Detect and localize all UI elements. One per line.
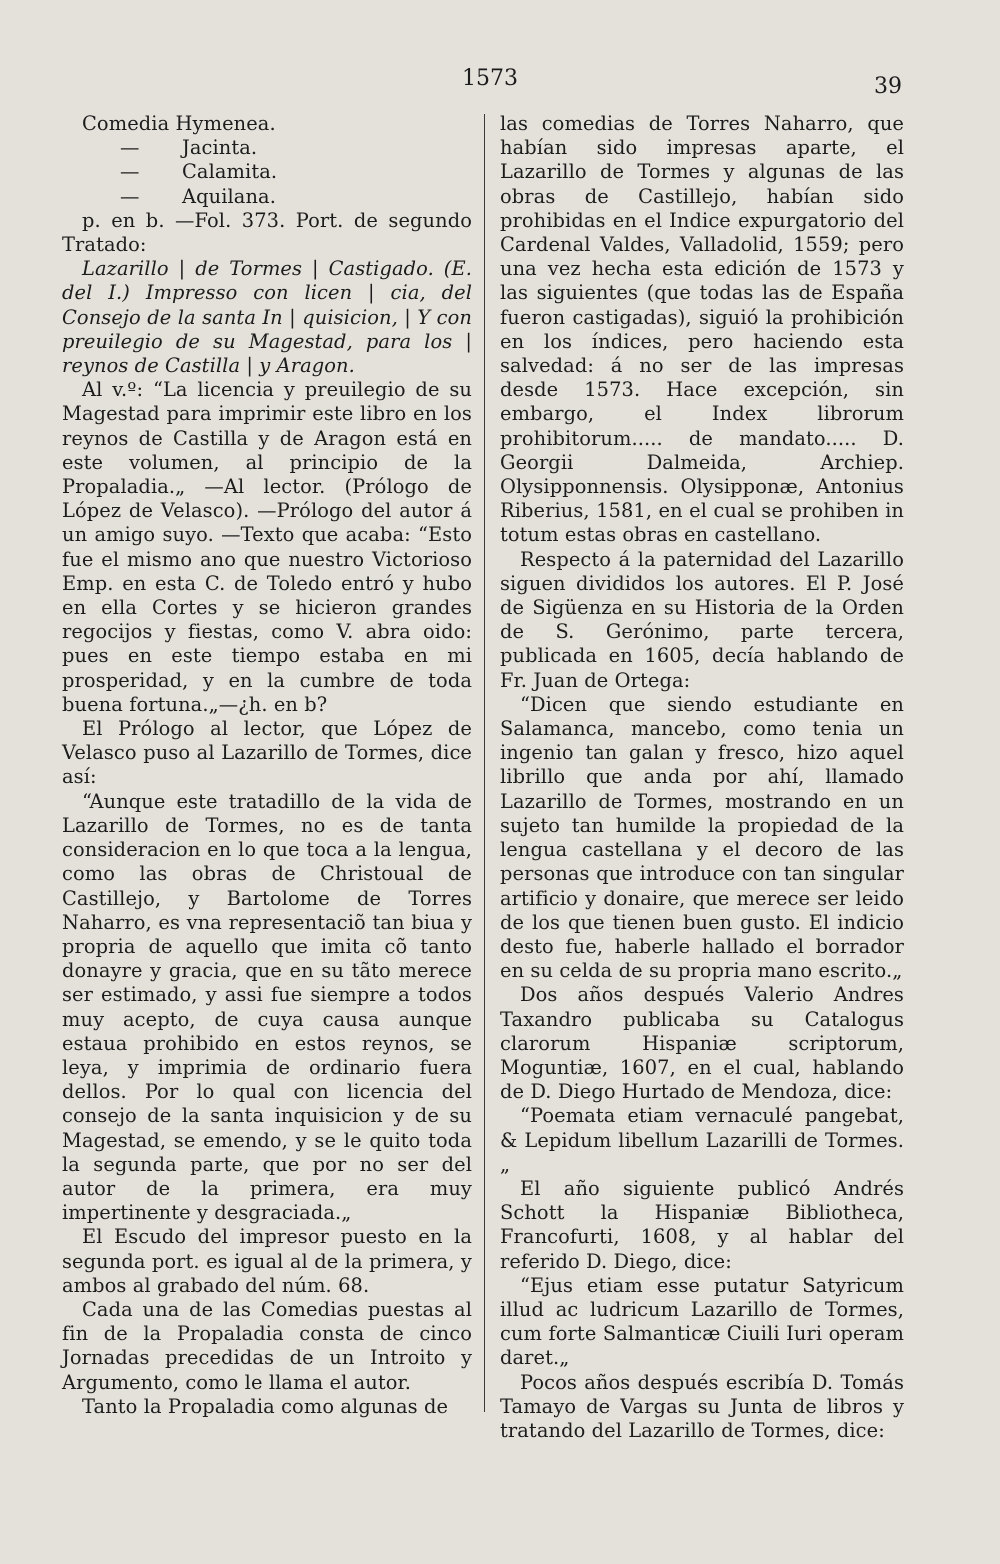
list-item: — Jacinta. [120,136,258,160]
list-item: — Calamita. [120,160,278,184]
running-head-year: 1573 [462,66,518,91]
list-item: — Aquilana. [120,184,276,208]
quotation: “Aunque este tratadillo de la vida de Lazarillo de Tormes, no es de tanta consideracion en lo que toca a la lengua, como las obras de Christoual de Castillejo, y Bartolome de Torres Naharro, es vna representaciõ tan biua y propria de aquello que imita cõ tanto donayre y gracia, que en su tãto merece ser estimado, y assi fue siempre a todos muy acepto, de cuya causa aunque estaua prohibido en estos reynos, se leya, y imprimia de ordinario fuera dellos. Por lo qual con licencia del consejo de la santa inquisicion y de su Magestad, se emendo, y se le quito toda la segunda parte, que por no ser del autor de la primera, era muy impertinente y desgraciada.„ [62,789,472,1225]
paragraph: Respecto á la paternidad del Lazarillo siguen divididos los autores. El P. José de Sigüenza en su Historia de la Orden de S. Gerónimo, parte tercera, publicada en 1605, decía hablando de Fr. Juan de Ortega: [500,547,904,692]
right-column [500,112,904,1442]
paragraph: Cada una de las Comedias puestas al fin de la Propaladia consta de cinco Jornadas precedidas de un Introito y Argumento, como le llama el autor. [62,1297,472,1394]
paragraph: Tanto la Propaladia como algunas de [82,1394,449,1418]
paragraph: p. en b. —Fol. 373. Port. de segundo Tratado: [62,208,472,257]
paragraph: Comedia Hymenea. [82,112,276,135]
left-column [62,112,472,1418]
paragraph: El Escudo del impresor puesto en la segunda port. es igual al de la primera, y ambos al grabado del núm. 68. [62,1225,472,1297]
paragraph: Pocos años después escribía D. Tomás Tamayo de Vargas su Junta de libros y tratando del Lazarillo de Tormes, dice: [500,1370,904,1442]
paragraph: El año siguiente publicó Andrés Schott la Hispaniæ Bibliotheca, Francofurti, 1608, y al hablar del referido D. Diego, dice: [500,1176,904,1273]
paragraph: las comedias de Torres Naharro, que habían sido impresas aparte, el Lazarillo de Tormes y algunas de las obras de Castillejo, habían sido prohibidas en el Indice expurgatorio del Cardenal Valdes, Valladolid, 1559; pero una vez hecha esta edición de 1573 y las siguientes (que todas las de España fueron castigadas), siguió la prohibición en los índices, pero haciendo esta salvedad: á no ser de las impresas desde 1573. Hace excepción, sin embargo, el Index librorum prohibitorum..... de mandato..... D. Georgii Dalmeida, Archiep. Olysipponnensis. Olysipponæ, Antonius Riberius, 1581, en el cual se prohiben in totum estas obras en castellano. [500,112,904,547]
quotation: “Dicen que siendo estudiante en Salamanca, mancebo, como tenia un ingenio tan galan y fresco, hizo aquel librillo que anda por ahí, llamado Lazarillo de Tormes, mostrando en un sujeto tan humilde la propiedad de la lengua castellana y el decoro de las personas que introduce con tan singular artificio y donaire, que merece ser leido de los que tienen buen gusto. El indicio desto fue, haberle hallado el borrador en su celda de su propria mano escrito.„ [500,692,904,983]
page-header [0,66,1000,100]
quotation: “Poemata etiam vernaculé pangebat, & Lepidum libellum Lazarilli de Tormes.„ [500,1104,904,1176]
title-transcription: Lazarillo | de Tormes | Castigado. (E. del I.) Impresso con licen | cia, del Consejo de la santa In | quisicion, | Y con preuilegio de su Magestad, para los | reynos de Castilla | y Aragon. [62,257,472,378]
paragraph: El Prólogo al lector, que López de Velasco puso al Lazarillo de Tormes, dice así: [62,717,472,789]
quotation: “Ejus etiam esse putatur Satyricum illud ac ludricum Lazarillo de Tormes, cum forte Salmanticæ Ciuili Iuri operam daret.„ [500,1273,904,1370]
paragraph: Dos años después Valerio Andres Taxandro publicaba su Catalogus clarorum Hispaniæ scriptorum, Moguntiæ, 1607, en el cual, hablando de D. Diego Hurtado de Mendoza, dice: [500,983,904,1104]
page-number: 39 [874,74,902,99]
paragraph: Al v.º: “La licencia y preuilegio de su Magestad para imprimir este libro en los reynos de Castilla y de Aragon está en este volumen, al principio de la Propaladia.„ —Al lector. (Prólogo de López de Velasco). —Prólogo del autor á un amigo suyo. —Texto que acaba: “Esto fue el mismo ano que nuestro Victorioso Emp. en esta C. de Toledo entró y hubo en ella Cortes y se hicieron grandes regocijos y fiestas, como V. abra oido: pues en este tiempo estaba en mi prosperidad, y en la cumbre de toda buena fortuna.„—¿h. en b? [62,378,472,716]
column-divider [484,114,485,1412]
